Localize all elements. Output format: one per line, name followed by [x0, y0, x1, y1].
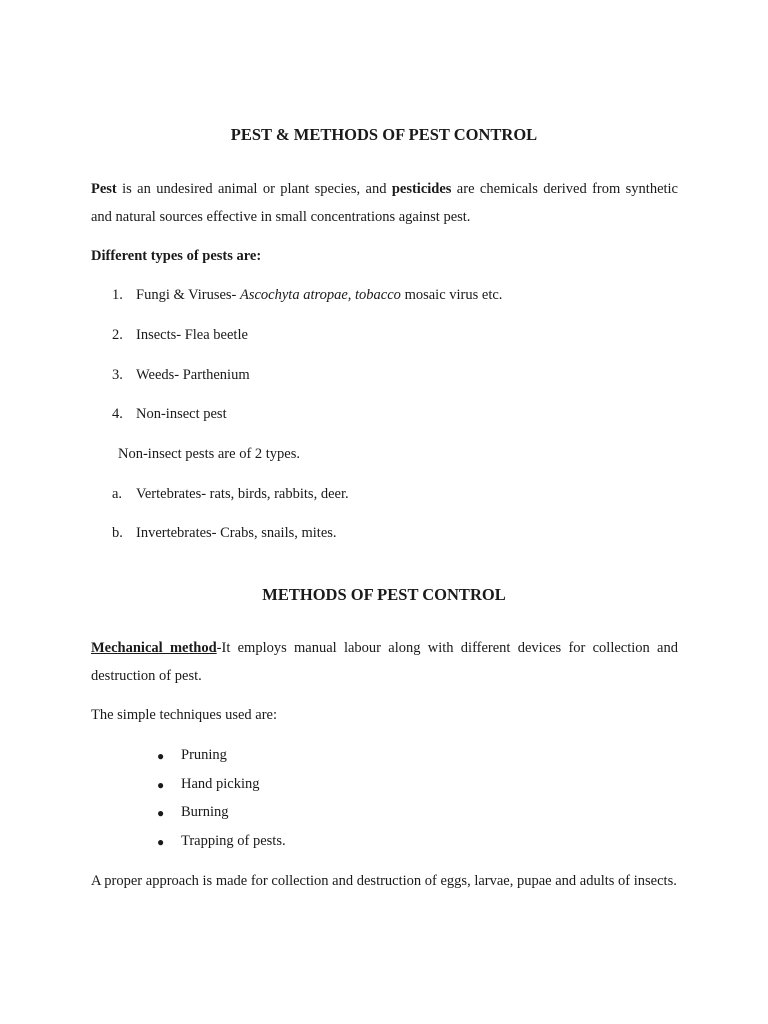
techniques-intro: The simple techniques used are:: [91, 707, 278, 723]
intro-paragraph: [91, 175, 678, 231]
list-item: Fungi & Viruses- Ascochyta atropae, tobacco mosaic virus etc.: [136, 287, 503, 303]
term-pesticides: pesticides: [391, 181, 452, 197]
bullet-item: Pruning: [181, 747, 227, 763]
document-title: PEST & METHODS OF PEST CONTROL: [230, 125, 538, 144]
bullet-item: Trapping of pests.: [181, 833, 286, 849]
bullet-item: Burning: [181, 804, 229, 820]
bullet-icon: ●: [157, 749, 165, 763]
intro-text-1: is an undesired animal or plant species, and: [116, 181, 392, 197]
mechanical-text: -It employs manual labour along with different devices for collection and destruction of pest.: [91, 640, 678, 684]
list-number: 2.: [112, 327, 123, 343]
list-item: Weeds- Parthenium: [136, 367, 250, 383]
bullet-icon: ●: [157, 778, 165, 792]
list-letter: b.: [112, 525, 123, 541]
list-item: Invertebrates- Crabs, snails, mites.: [136, 525, 337, 541]
bullet-icon: ●: [157, 835, 165, 849]
bullet-item: Hand picking: [181, 776, 260, 792]
bullet-icon: ●: [157, 806, 165, 820]
intro-text-2: are chemicals derived from synthetic and natural sources effective in small concentrations against pest.: [91, 181, 678, 225]
closing-paragraph: A proper approach is made for collection and destruction of eggs, larvae, pupae and adults of insects.: [91, 873, 677, 889]
list-item: Insects- Flea beetle: [136, 327, 248, 343]
list-number: 4.: [112, 406, 123, 422]
species-italic: Ascochyta atropae, tobacco: [240, 287, 401, 303]
non-insect-note: Non-insect pests are of 2 types.: [118, 446, 301, 462]
mechanical-paragraph: [91, 634, 678, 690]
list-letter: a.: [112, 486, 123, 502]
methods-heading: METHODS OF PEST CONTROL: [262, 585, 506, 604]
term-mechanical-method: Mechanical method: [91, 640, 217, 656]
types-heading: Different types of pests are:: [91, 248, 262, 264]
list-number: 1.: [112, 287, 123, 303]
list-number: 3.: [112, 367, 123, 383]
term-pest: Pest: [91, 181, 117, 197]
list-item: Non-insect pest: [136, 406, 227, 422]
list-item: Vertebrates- rats, birds, rabbits, deer.: [136, 486, 349, 502]
